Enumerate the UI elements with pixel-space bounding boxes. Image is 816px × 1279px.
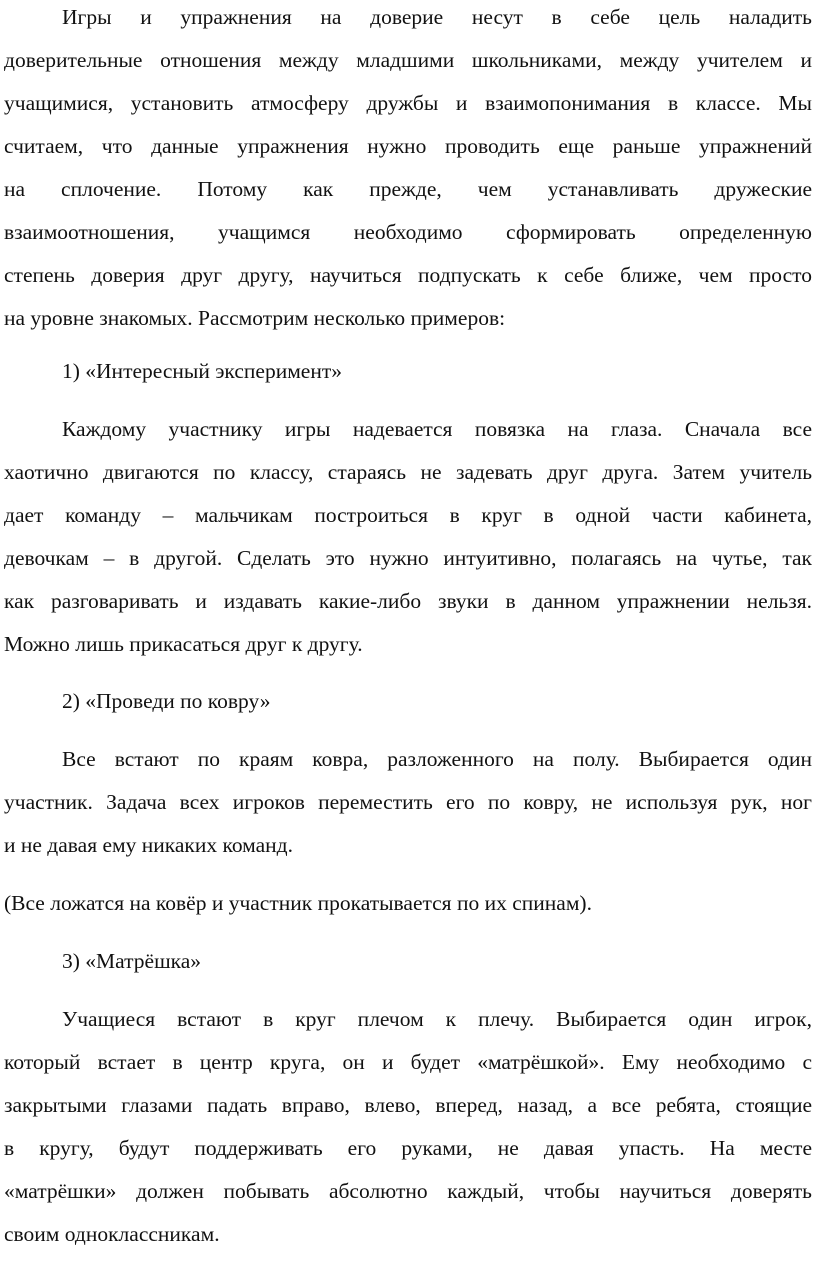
paragraph-line: Каждому участнику игры надевается повязка на глаза. Сначала все (62, 417, 812, 441)
section-heading: 3) «Матрёшка» (62, 949, 202, 973)
paragraph-line: на сплочение. Потому как прежде, чем устанавливать дружеские (4, 177, 812, 201)
paragraph-line: на уровне знакомых. Рассмотрим несколько примеров: (4, 306, 506, 330)
paragraph-line: учащимися, установить атмосферу дружбы и взаимопонимания в классе. Мы (4, 91, 812, 115)
paragraph-line: взаимоотношения, учащимся необходимо сформировать определенную (4, 220, 812, 244)
section-heading: 1) «Интересный эксперимент» (62, 359, 342, 383)
paragraph-line: считаем, что данные упражнения нужно проводить еще раньше упражнений (4, 134, 812, 158)
paragraph-line: как разговаривать и издавать какие-либо звуки в данном упражнении нельзя. (4, 589, 812, 613)
paragraph-line: своим одноклассникам. (4, 1222, 220, 1246)
paragraph-line: степень доверия друг другу, научиться подпускать к себе ближе, чем просто (4, 263, 812, 287)
paragraph-line: в кругу, будут поддерживать его руками, не давая упасть. На месте (4, 1136, 812, 1160)
paragraph-line: девочкам – в другой. Сделать это нужно интуитивно, полагаясь на чутье, так (4, 546, 812, 570)
paragraph-line: хаотично двигаются по классу, стараясь не задевать друг друга. Затем учитель (4, 460, 812, 484)
section-heading: 2) «Проведи по ковру» (62, 689, 271, 713)
paragraph-line: и не давая ему никаких команд. (4, 833, 294, 857)
paragraph-line: Все встают по краям ковра, разложенного на полу. Выбирается один (62, 747, 812, 771)
paragraph-line: (Все ложатся на ковёр и участник прокатывается по их спинам). (4, 891, 592, 915)
paragraph-line: который встает в центр круга, он и будет «матрёшкой». Ему необходимо с (4, 1050, 812, 1074)
paragraph-line: Игры и упражнения на доверие несут в себе цель наладить (62, 5, 812, 29)
paragraph-line: доверительные отношения между младшими школьниками, между учителем и (4, 48, 812, 72)
paragraph-line: закрытыми глазами падать вправо, влево, вперед, назад, а все ребята, стоящие (4, 1093, 812, 1117)
paragraph-line: участник. Задача всех игроков переместить его по ковру, не используя рук, ног (4, 790, 812, 814)
paragraph-line: Учащиеся встают в круг плечом к плечу. Выбирается один игрок, (62, 1007, 812, 1031)
paragraph-line: дает команду – мальчикам построиться в круг в одной части кабинета, (4, 503, 812, 527)
paragraph-line: «матрёшки» должен побывать абсолютно каждый, чтобы научиться доверять (4, 1179, 812, 1203)
paragraph-line: Можно лишь прикасаться друг к другу. (4, 632, 363, 656)
